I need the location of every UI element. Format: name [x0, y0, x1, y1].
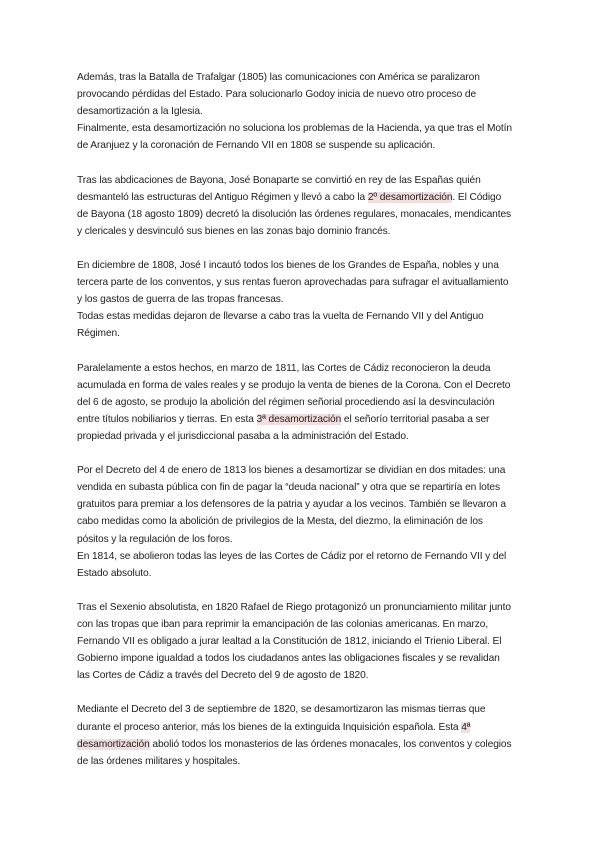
- text-line: [77, 462, 527, 479]
- text-segment: Régimen.: [77, 328, 120, 340]
- highlighted-term: desamortización: [77, 738, 150, 750]
- highlighted-term: 2º desamortización: [367, 191, 453, 203]
- text-line: [77, 650, 527, 667]
- text-segment: el señorío territorial pasaba a ser: [341, 413, 490, 425]
- paragraph: [77, 172, 527, 240]
- text-line: [77, 394, 527, 411]
- text-segment: desamortización a la Iglesia.: [77, 106, 203, 118]
- text-segment: y clericales y desvinculó sus bienes en las zonas bajo dominio francés.: [77, 225, 391, 237]
- text-line: [77, 736, 527, 753]
- text-segment: pósitos y la regulación de los foros.: [77, 533, 233, 545]
- paragraph: [77, 360, 527, 445]
- text-segment: Tras las abdicaciones de Bayona, José Bonaparte se convirtió en rey de las Españas quién: [77, 174, 481, 186]
- paragraph: [77, 69, 527, 154]
- text-segment: tercera parte de los conventos, y sus rentas fueron aprovechadas para sufragar el avituallamiento: [77, 277, 509, 289]
- text-segment: desmanteló las estructuras del Antiguo Régimen y llevó a cabo la: [77, 191, 368, 203]
- text-line: [77, 377, 527, 394]
- document-body: [77, 69, 527, 787]
- text-line: [77, 308, 527, 325]
- text-segment: En diciembre de 1808, José I incautó todos los bienes de los Grandes de España, nobles y una: [77, 260, 499, 272]
- text-line: [77, 325, 527, 342]
- highlighted-term: 4ª: [461, 721, 471, 733]
- paragraph: [77, 257, 527, 342]
- text-segment: de las órdenes militares y hospitales.: [77, 755, 241, 767]
- text-line: [77, 479, 527, 496]
- text-segment: con las tropas que iban para reprimir la emancipación de las colonias americanas. En marzo,: [77, 619, 489, 630]
- text-line: [77, 69, 527, 86]
- text-segment: Por el Decreto del 4 de enero de 1813 los bienes a desamortizar se dividían en dos mitades: una: [77, 465, 506, 477]
- text-line: [77, 428, 527, 445]
- text-line: [77, 513, 527, 530]
- text-segment: de Bayona (18 agosto 1809) decretó la disolución las órdenes regulares, monacales, mendicantes: [77, 208, 512, 220]
- text-segment: y los gastos de guerra de las tropas francesas.: [77, 294, 284, 306]
- text-line: [77, 137, 527, 154]
- paragraph: [77, 462, 527, 582]
- text-line: [77, 291, 527, 308]
- text-segment: Gobierno impone igualdad a todos los ciudadanos antes las obligaciones fiscales y se revalidan: [77, 653, 500, 665]
- text-line: [77, 274, 527, 291]
- text-segment: durante el proceso anterior, más los bienes de la extinguida Inquisición española. Esta: [77, 721, 462, 733]
- text-segment: Paralelamente a estos hechos, en marzo de 1811, las Cortes de Cádiz reconocieron la deuda: [77, 362, 491, 374]
- text-segment: Todas estas medidas dejaron de llevarse a cabo tras la vuelta de Fernando VII y del Antiguo: [77, 311, 484, 323]
- text-segment: Además, tras la Batalla de Trafalgar (1805) las comunicaciones con América se paralizaron: [77, 72, 480, 83]
- text-line: [77, 565, 527, 582]
- text-line: [77, 616, 527, 633]
- paragraph: [77, 701, 527, 769]
- text-segment: del 6 de agosto, se produjo la abolición del régimen señorial procediendo así la desvinculación: [77, 396, 495, 408]
- text-segment: En 1814, se abolieron todas las leyes de las Cortes de Cádiz por el retorno de Fernando VII y del: [77, 550, 507, 562]
- text-line: [77, 257, 527, 274]
- text-segment: vendida en subasta pública con fin de pagar la “deuda nacional” y otra que se repartiría en lotes: [77, 482, 500, 494]
- text-segment: propiedad privada y el jurisdiccional pasaba a la administración del Estado.: [77, 430, 409, 442]
- text-line: [77, 172, 527, 189]
- text-line: [77, 633, 527, 650]
- text-segment: Estado absoluto.: [77, 567, 152, 579]
- text-segment: entre títulos nobiliarios y tierras. En esta: [77, 413, 257, 425]
- text-segment: abolió todos los monasterios de las órdenes monacales, los conventos y colegios: [149, 738, 512, 750]
- highlighted-term: 3ª desamortización: [256, 413, 342, 425]
- text-line: [77, 189, 527, 206]
- text-line: [77, 411, 527, 428]
- text-segment: de Aranjuez y la coronación de Fernando VII en 1808 se suspende su aplicación.: [77, 140, 436, 152]
- text-segment: las Cortes de Cádiz a través del Decreto del 9 de agosto de 1820.: [77, 670, 369, 682]
- text-line: [77, 103, 527, 120]
- text-line: [77, 701, 527, 718]
- text-line: [77, 719, 527, 736]
- text-segment: Finalmente, esta desamortización no soluciona los problemas de la Hacienda, ya que tras el Motín: [77, 123, 512, 135]
- text-segment: Tras el Sexenio absolutista, en 1820 Rafael de Riego protagonizó un pronunciamiento militar junto: [77, 601, 511, 613]
- text-segment: Fernando VII es obligado a jurar lealtad a la Constitución de 1812, iniciando el Trienio Liberal. El: [77, 636, 502, 648]
- text-line: [77, 667, 527, 684]
- paragraph: [77, 599, 527, 684]
- text-segment: Mediante el Decreto del 3 de septiembre de 1820, se desamortizaron las mismas tierras que: [77, 704, 486, 716]
- text-line: [77, 531, 527, 548]
- text-segment: acumulada en forma de vales reales y se produjo la venta de bienes de la Corona. Con el Decreto: [77, 379, 511, 391]
- text-segment: cabo medidas como la abolición de privilegios de la Mesta, del diezmo, la eliminación de los: [77, 516, 483, 528]
- text-line: [77, 548, 527, 565]
- text-line: [77, 206, 527, 223]
- text-segment: gratuitos para premiar a los defensores de la patria y ayudar a los vecinos. También se llevaron a: [77, 499, 506, 511]
- text-line: [77, 360, 527, 377]
- text-line: [77, 496, 527, 513]
- text-segment: provocando pérdidas del Estado. Para solucionarlo Godoy inicia de nuevo otro proceso de: [77, 89, 477, 101]
- text-line: [77, 223, 527, 240]
- text-line: [77, 599, 527, 616]
- text-segment: . El Código: [452, 191, 502, 203]
- text-line: [77, 120, 527, 137]
- text-line: [77, 753, 527, 770]
- text-line: [77, 86, 527, 103]
